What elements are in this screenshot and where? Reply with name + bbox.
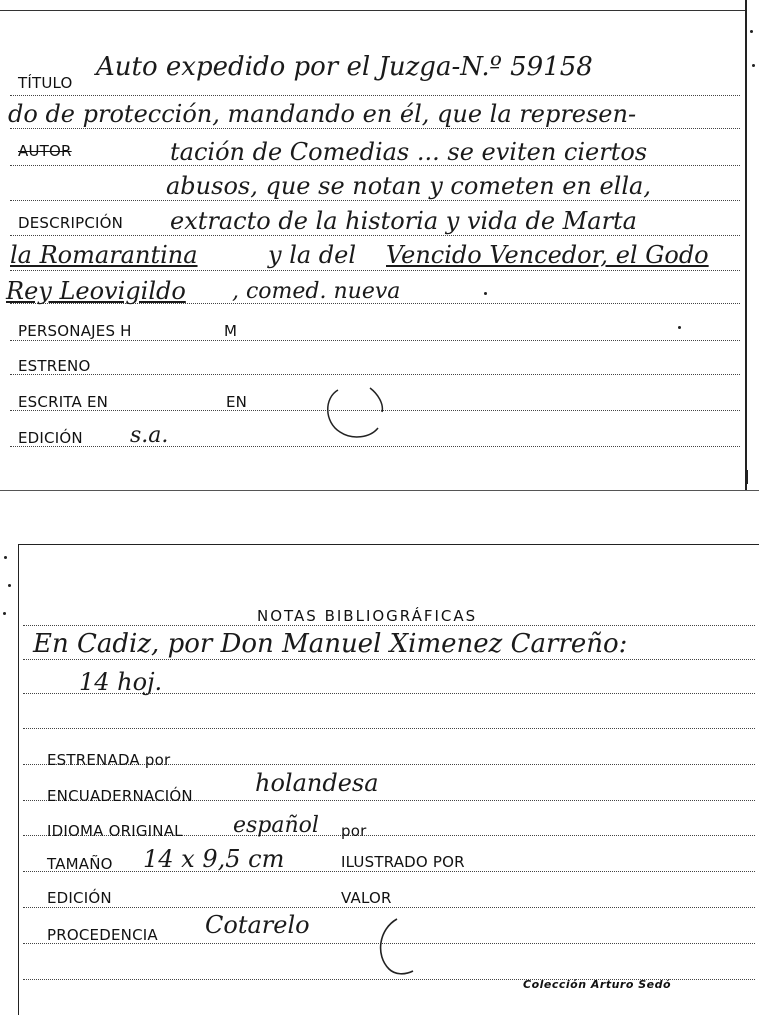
- rule-line: [10, 95, 740, 96]
- descripcion-handwriting-connector: y la del: [268, 241, 357, 269]
- escrita-en-second-label: EN: [226, 393, 248, 411]
- ink-speck: [484, 292, 487, 295]
- idioma-por-label: por: [341, 822, 367, 840]
- card-divider: [0, 490, 759, 491]
- card-edge-mark: [746, 470, 748, 484]
- descripcion-handwriting-genre: , comed. nueva: [232, 279, 401, 304]
- rule-line: [23, 871, 755, 872]
- descripcion-handwriting-title-3: Rey Leovigildo: [6, 277, 186, 305]
- autor-label: AUTOR: [18, 142, 72, 160]
- descripcion-label: DESCRIPCIÓN: [18, 214, 124, 232]
- titulo-handwriting-line-1: Auto expedido por el Juzga-N.º 59158: [96, 52, 593, 82]
- edicion-label-back: EDICIÓN: [47, 889, 112, 907]
- scan-speck: [4, 556, 7, 559]
- descripcion-handwriting-title-1: la Romarantina: [10, 241, 198, 269]
- notas-handwriting-line-2: 14 hoj.: [79, 668, 163, 696]
- edicion-label: EDICIÓN: [18, 429, 83, 447]
- titulo-handwriting-line-2: do de protección, mandando en él, que la represen-: [8, 100, 637, 128]
- collection-credit: Colección Arturo Sedó: [523, 978, 672, 991]
- ink-speck: [678, 326, 681, 329]
- library-stamp-mark: [318, 382, 390, 442]
- rule-line: [10, 374, 740, 375]
- notas-bibliograficas-heading: NOTAS BIBLIOGRÁFICAS: [257, 607, 478, 625]
- estrenada-label: ESTRENADA por: [47, 751, 171, 769]
- procedencia-label: PROCEDENCIA: [47, 926, 158, 944]
- titulo-label: TÍTULO: [18, 74, 73, 92]
- encuadernacion-label: ENCUADERNACIÓN: [47, 787, 193, 805]
- scan-speck: [8, 584, 11, 587]
- procedencia-handwriting: Cotarelo: [205, 911, 310, 939]
- titulo-handwriting-line-4: abusos, que se notan y cometen en ella,: [166, 172, 651, 200]
- estreno-label: ESTRENO: [18, 357, 91, 375]
- ilustrado-por-label: ILUSTRADO POR: [341, 853, 465, 871]
- card-top-edge: [0, 10, 745, 11]
- catalog-card-front: [0, 0, 747, 490]
- rule-line: [23, 625, 755, 626]
- encuadernacion-handwriting: holandesa: [255, 769, 379, 797]
- rule-line: [23, 659, 755, 660]
- escrita-en-label: ESCRITA EN: [18, 393, 109, 411]
- rule-line: [10, 340, 740, 341]
- rule-line: [23, 907, 755, 908]
- descripcion-handwriting-line-1: extracto de la historia y vida de Marta: [170, 207, 637, 235]
- rule-line: [10, 235, 740, 236]
- tamano-handwriting: 14 x 9,5 cm: [143, 845, 285, 873]
- edicion-handwriting: s.a.: [130, 423, 169, 448]
- rule-line: [10, 270, 740, 271]
- tamano-label: TAMAÑO: [47, 855, 113, 873]
- personajes-m-label: M: [224, 322, 238, 340]
- scan-speck: [750, 30, 753, 33]
- rule-line: [10, 200, 740, 201]
- scan-speck: [752, 64, 755, 67]
- library-stamp-mark: [371, 915, 431, 979]
- rule-line: [10, 128, 740, 129]
- valor-label: VALOR: [341, 889, 392, 907]
- rule-line: [23, 728, 755, 729]
- idioma-handwriting: español: [233, 813, 319, 838]
- descripcion-handwriting-title-2: Vencido Vencedor, el Godo: [386, 241, 709, 269]
- idioma-original-label: IDIOMA ORIGINAL: [47, 822, 183, 840]
- scan-speck: [3, 612, 6, 615]
- notas-handwriting-line-1: En Cadiz, por Don Manuel Ximenez Carreño:: [33, 629, 628, 659]
- titulo-handwriting-line-3: tación de Comedias ... se eviten ciertos: [170, 138, 648, 166]
- personajes-label: PERSONAJES H: [18, 322, 132, 340]
- catalog-card-back: [18, 544, 759, 1015]
- rule-line: [10, 446, 740, 447]
